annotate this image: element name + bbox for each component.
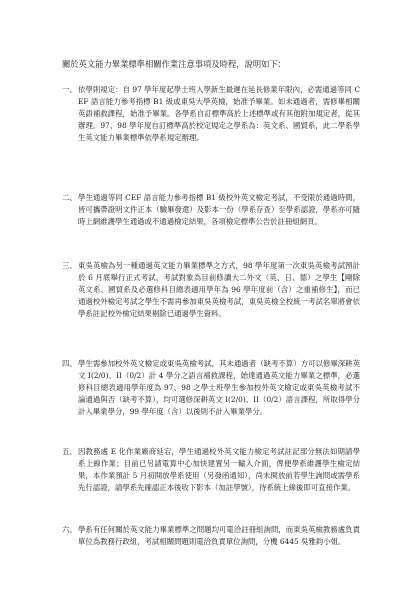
intro-paragraph: 關於英文能力畢業標準相關作業注意事項及時程，說明如下： — [62, 59, 287, 69]
item-text: 因教務處 E 化作業廠商延宕，學生通過校外英文能力檢定考試註記部分無法如期請學系上線作業；目前已另請電算中心加快建置另一輸入介面，俾便學系維護學生檢定結果，本作業預計 5 月初開放學系使用（另發函通知），尚未開放前若學生詢問或需學系先行認證，請學系先確認正本後收下影本（加註學號），待系統上線後即可直接作業。 — [78, 447, 360, 492]
item-text: 東吳英檢為另一種通過英文能力畢業標準之方式，98 學年度第一次東吳英檢考試預計於 6 月底舉行正式考試，考試對象為目前修讀大二外文（英、日、德）之學生【剛除英文系、國貿系及必選修科目總表適用學年為 96 學年度前（含）之重補修生】，而已通過校外檢定考試之學生不需再參加東吳英檢考試，東吳英檢全校統一考試名單將會依學系註記校外檢定結果剔除已通過學生資料。 — [78, 261, 360, 318]
item-text: 學系有任何關於英文能力畢業標準之問題均可電洽註冊組詢問，而東吳英檢教務處負責單位為教務行政組，考試相關問題則電洽負責單位詢問，分機 6445 吳雅鈞小姐。 — [78, 525, 360, 546]
item-number: 四、 — [62, 359, 77, 368]
item-number: 二、 — [62, 193, 77, 202]
list-item-2 — [62, 192, 362, 228]
item-text: 依學則規定：自 97 學年度起學士班入學新生最遲在延長修業年限內，必需通過等同 CEF 語言能力參考指標 B1 級或東吳大學英檢，始准予畢業。如未通過者，需修畢相關英語補救課程，始准予畢業。各學系自訂標準高於上述標準或有其他附加規定者，從其辦理。97、98 學年度自訂標準高於校定規定之學系為：英文系、國貿系，此二學系學生英文能力畢業標準依學系規定辦理。 — [78, 85, 360, 142]
item-number: 六、 — [62, 525, 77, 534]
list-item-6 — [62, 524, 362, 548]
item-number: 三、 — [62, 261, 77, 270]
item-number: 五、 — [62, 447, 77, 456]
list-item-3 — [62, 260, 362, 320]
item-number: 一、 — [62, 85, 77, 94]
list-item-5 — [62, 446, 362, 494]
list-item-1 — [62, 84, 362, 144]
item-text: 學生需參加校外英文檢定或東吳英檢考試，其未通過者（缺考不算）方可以修畢深耕英文 I(2/0)、II（0/2）計 4 學分之語言補救課程，始達通過英文能力畢業之標準，必選修科目總表適用學年度為 97、98 之學士班學生參加校外英文檢定或東吳英檢考試不論通過與否（缺考不算），均可選修深耕英文 I(2/0)、II（0/2）語言課程，所取得學分計入畢業學分，99 學年度（含）以後則不計入畢業學分。 — [78, 359, 360, 416]
item-text: 學生通過等同 CEF 語言能力參考指標 B1 級校外英文檢定考試，不受限於通過時間，皆可攜帶證明文件正本（驗畢發還）及影本一份（學系存查）至學系認證，學系亦可隨時上網維護學生通過或不通過檢定結果，各項檢定標準公告於註冊組網頁。 — [78, 193, 360, 226]
list-item-4 — [62, 358, 362, 418]
